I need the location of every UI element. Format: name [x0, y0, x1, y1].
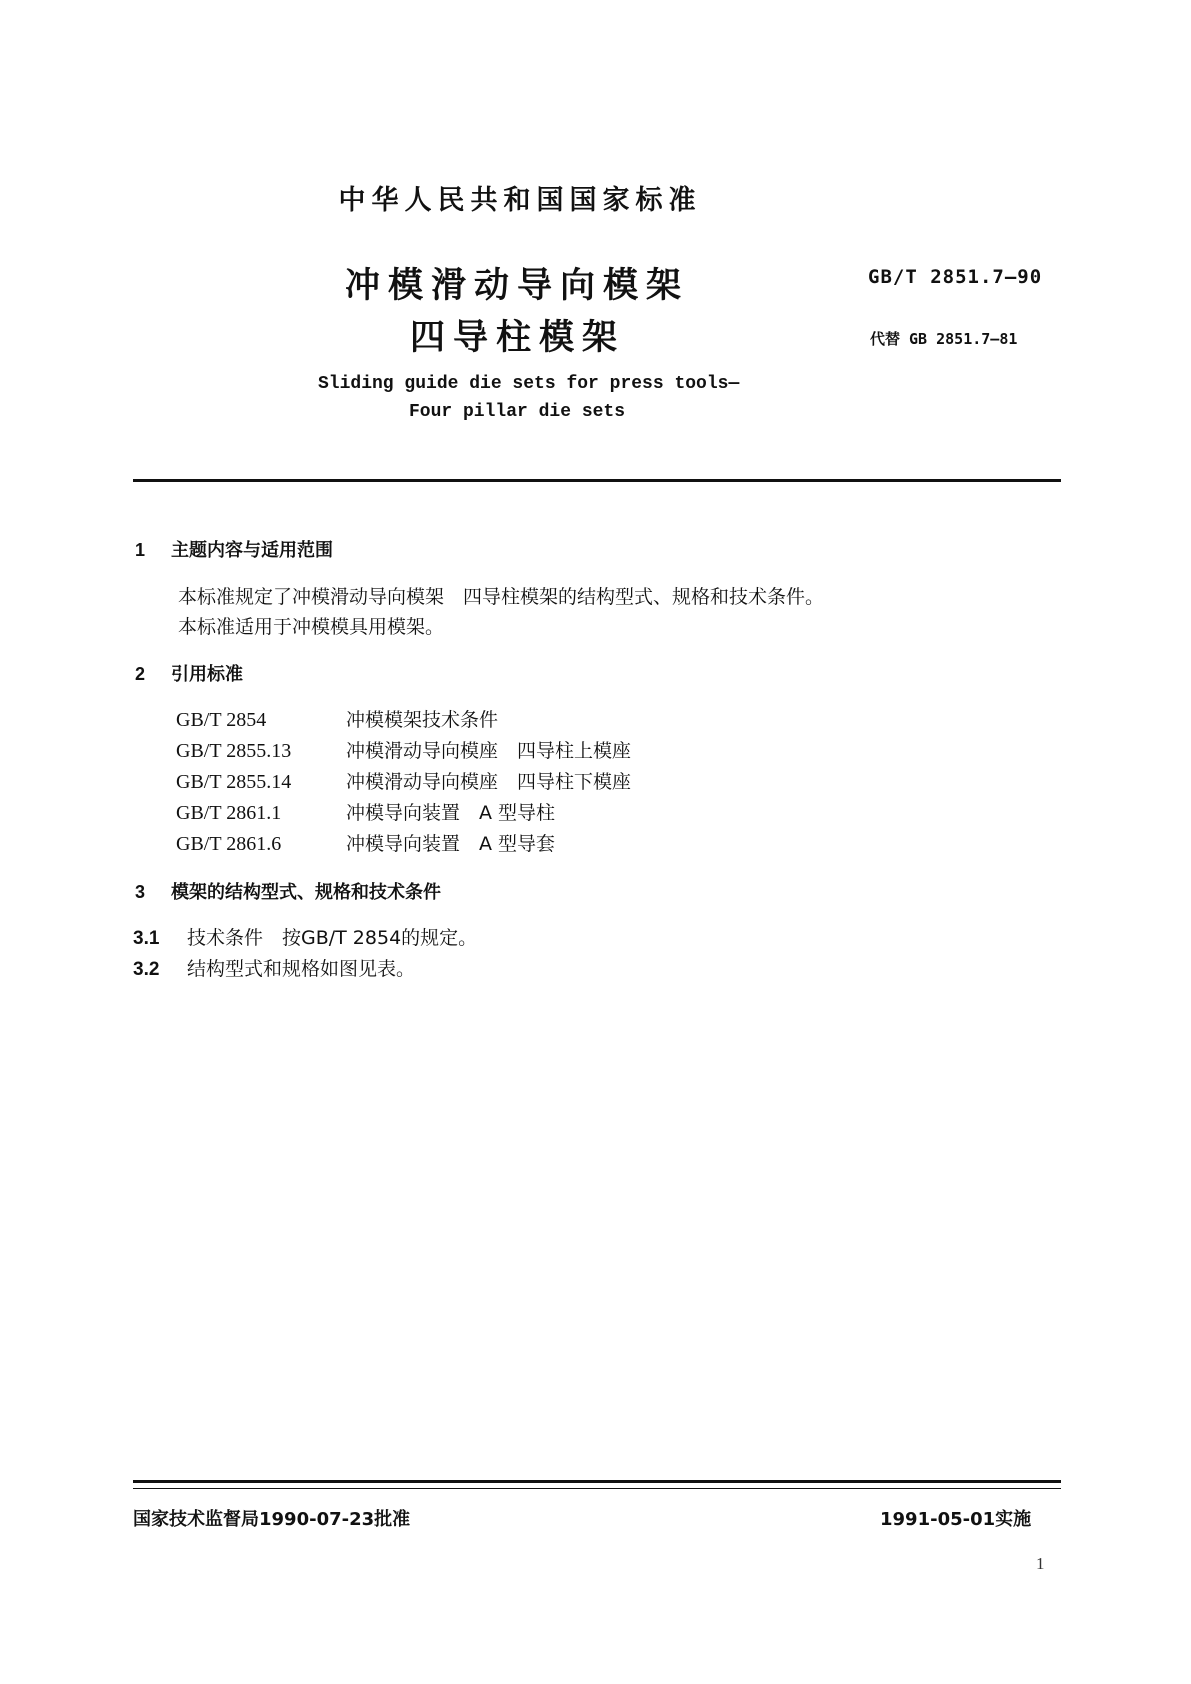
reference-code: GB/T 2861.6 — [176, 833, 282, 855]
document-title-line1: 冲模滑动导向模架 — [345, 266, 690, 306]
section-number: 3 — [135, 882, 146, 902]
footer-divider-thick — [133, 1480, 1061, 1483]
reference-item — [176, 736, 631, 763]
subsection-3-2 — [133, 954, 415, 981]
reference-title: 冲模模架技术条件 — [346, 709, 499, 731]
section-title: 模架的结构型式、规格和技术条件 — [171, 882, 441, 903]
replaces-standard: 代替 GB 2851.7—81 — [870, 330, 1018, 348]
national-standard-label: 中华人民共和国国家标准 — [338, 185, 702, 216]
effective-date: 1991-05-01实施 — [880, 1509, 1032, 1530]
footer-divider-thin — [133, 1488, 1061, 1489]
reference-title: 冲模滑动导向模座 四导柱上模座 — [346, 740, 632, 762]
reference-item — [176, 829, 555, 856]
section-2-heading — [135, 660, 243, 686]
reference-item — [176, 705, 498, 732]
english-title-line1: Sliding guide die sets for press tools— — [318, 374, 740, 394]
standard-number: GB/T 2851.7—90 — [868, 266, 1043, 288]
header-divider — [133, 479, 1061, 482]
reference-code: GB/T 2861.1 — [176, 802, 282, 824]
subsection-3-1 — [133, 923, 477, 950]
page-number: 1 — [1036, 1554, 1045, 1573]
subsection-text: 结构型式和规格如图见表。 — [187, 958, 416, 980]
reference-code: GB/T 2855.14 — [176, 771, 292, 793]
section-1-paragraph-1: 本标准规定了冲模滑动导向模架 四导柱模架的结构型式、规格和技术条件。 — [178, 586, 825, 608]
approval-date: 国家技术监督局1990-07-23批准 — [133, 1509, 411, 1530]
section-number: 2 — [135, 664, 146, 684]
section-1-heading — [135, 536, 333, 562]
reference-title: 冲模导向装置 A 型导柱 — [346, 802, 556, 824]
reference-code: GB/T 2854 — [176, 709, 267, 731]
reference-code: GB/T 2855.13 — [176, 740, 292, 762]
subsection-text: 技术条件 按GB/T 2854的规定。 — [187, 927, 478, 949]
section-3-heading — [135, 878, 441, 904]
reference-item — [176, 798, 555, 825]
reference-title: 冲模导向装置 A 型导套 — [346, 833, 556, 855]
reference-item — [176, 767, 631, 794]
section-number: 1 — [135, 540, 146, 560]
section-title: 主题内容与适用范围 — [171, 540, 333, 561]
reference-title: 冲模滑动导向模座 四导柱下模座 — [346, 771, 632, 793]
section-1-paragraph-2: 本标准适用于冲模模具用模架。 — [178, 616, 445, 638]
section-title: 引用标准 — [171, 664, 243, 685]
document-title-line2: 四导柱模架 — [410, 318, 626, 358]
subsection-number: 3.2 — [133, 959, 160, 980]
english-title-line2: Four pillar die sets — [409, 402, 626, 422]
subsection-number: 3.1 — [133, 928, 160, 949]
